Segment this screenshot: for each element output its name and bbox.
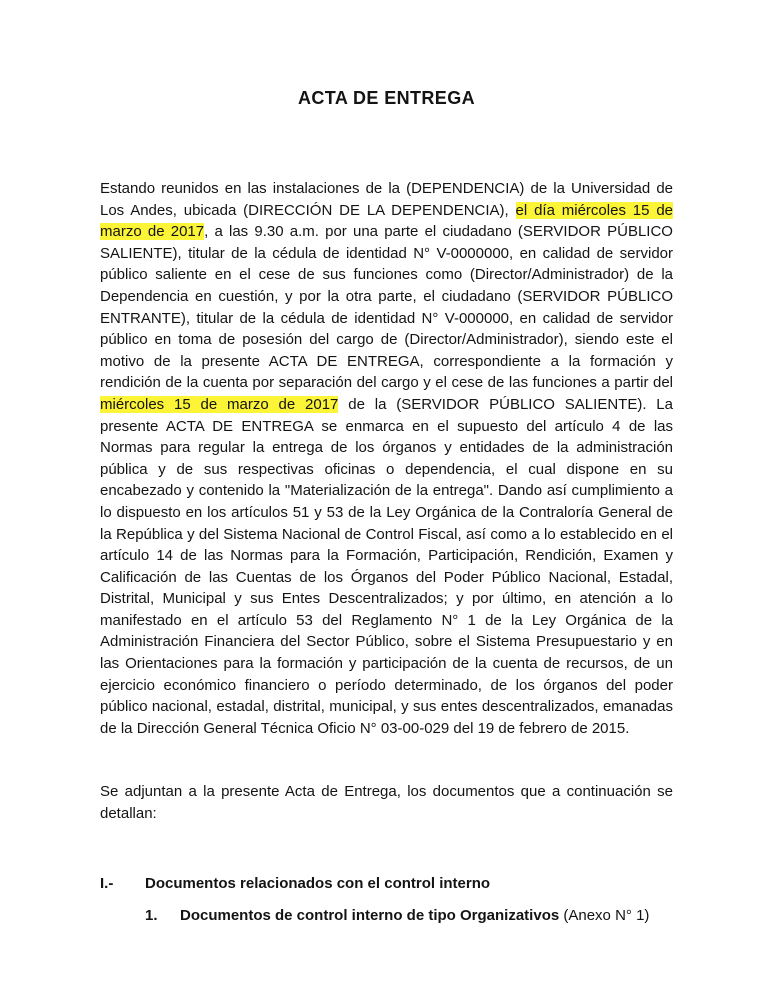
list-item-text <box>180 907 649 924</box>
paragraph-text: Estando reunidos en las instalaciones de la (DEPENDENCIA) de la Universidad de Los Andes, ubicada (DIRECCIÓN DE LA DEPENDENCIA), <box>100 180 673 219</box>
section-heading-control-interno <box>100 875 673 892</box>
main-paragraph <box>100 178 673 739</box>
attachments-intro-paragraph: Se adjuntan a la presente Acta de Entrega, los documentos que a continuación se detallan: <box>100 783 673 823</box>
paragraph-text: de la (SERVIDOR PÚBLICO SALIENTE). La presente ACTA DE ENTREGA se enmarca en el supuesto del artículo 4 de las Normas para regular la entrega de los órganos y entidades de la administración pública y de sus respectivas oficinas o dependencia, el cual dispone en su encabezado y contenido la "Materialización de la entrega". Dando así cumplimiento a lo dispuesto en los artículos 51 y 53 de la Ley Orgánica de la Contraloría General de la República y del Sistema Nacional de Control Fiscal, así como a lo establecido en el artículo 14 de las Normas para la Formación, Participación, Rendición, Examen y Calificación de las Cuentas de los Órganos del Poder Público Nacional, Estadal, Distrital, Municipal y sus Entes Descentralizados; y por último, en atención a lo manifestado en el artículo 53 del Reglamento N° 1 de la Ley Orgánica de la Administración Financiera del Sector Público, sobre el Sistema Presupuestario y en las Orientaciones para la formación y participación de la cuenta de recursos, de un ejercicio económico financiero o período determinado, de los órganos del poder público nacional, estadal, distrital, municipal, y sus entes descentralizados, emanadas de la Dirección General Técnica Oficio N° 03-00-029 del 19 de febrero de 2015. <box>100 395 673 737</box>
highlighted-date: miércoles 15 de marzo de 2017 <box>100 395 339 413</box>
list-item-number: 1. <box>145 906 158 924</box>
section-numeral: I.- <box>100 874 114 892</box>
section-label: Documentos relacionados con el control interno <box>145 874 491 892</box>
paragraph-text: , a las 9.30 a.m. por una parte el ciudadano (SERVIDOR PÚBLICO SALIENTE), titular de la cédula de identidad N° V-0000000, en calidad de servidor público saliente en el cese de sus funciones como (Director/Administrador) de la Dependencia en cuestión, y por la otra parte, el ciudadano (SERVIDOR PÚBLICO ENTRANTE), titular de la cédula de identidad N° V-000000, en calidad de servidor público en toma de posesión del cargo de (Director/Administrador), siendo este el motivo de la presente ACTA DE ENTREGA, correspondiente a la formación y rendición de la cuenta por separación del cargo y el cese de las funciones a partir del <box>100 223 673 392</box>
list-item-anexo-1 <box>100 907 673 924</box>
document-title: ACTA DE ENTREGA <box>298 88 475 108</box>
list-item-suffix: (Anexo N° 1) <box>559 906 650 924</box>
list-item-bold-text: Documentos de control interno de tipo Organizativos <box>180 906 560 924</box>
highlighted-date: el día miércoles 15 de marzo de 2017 <box>100 201 673 241</box>
